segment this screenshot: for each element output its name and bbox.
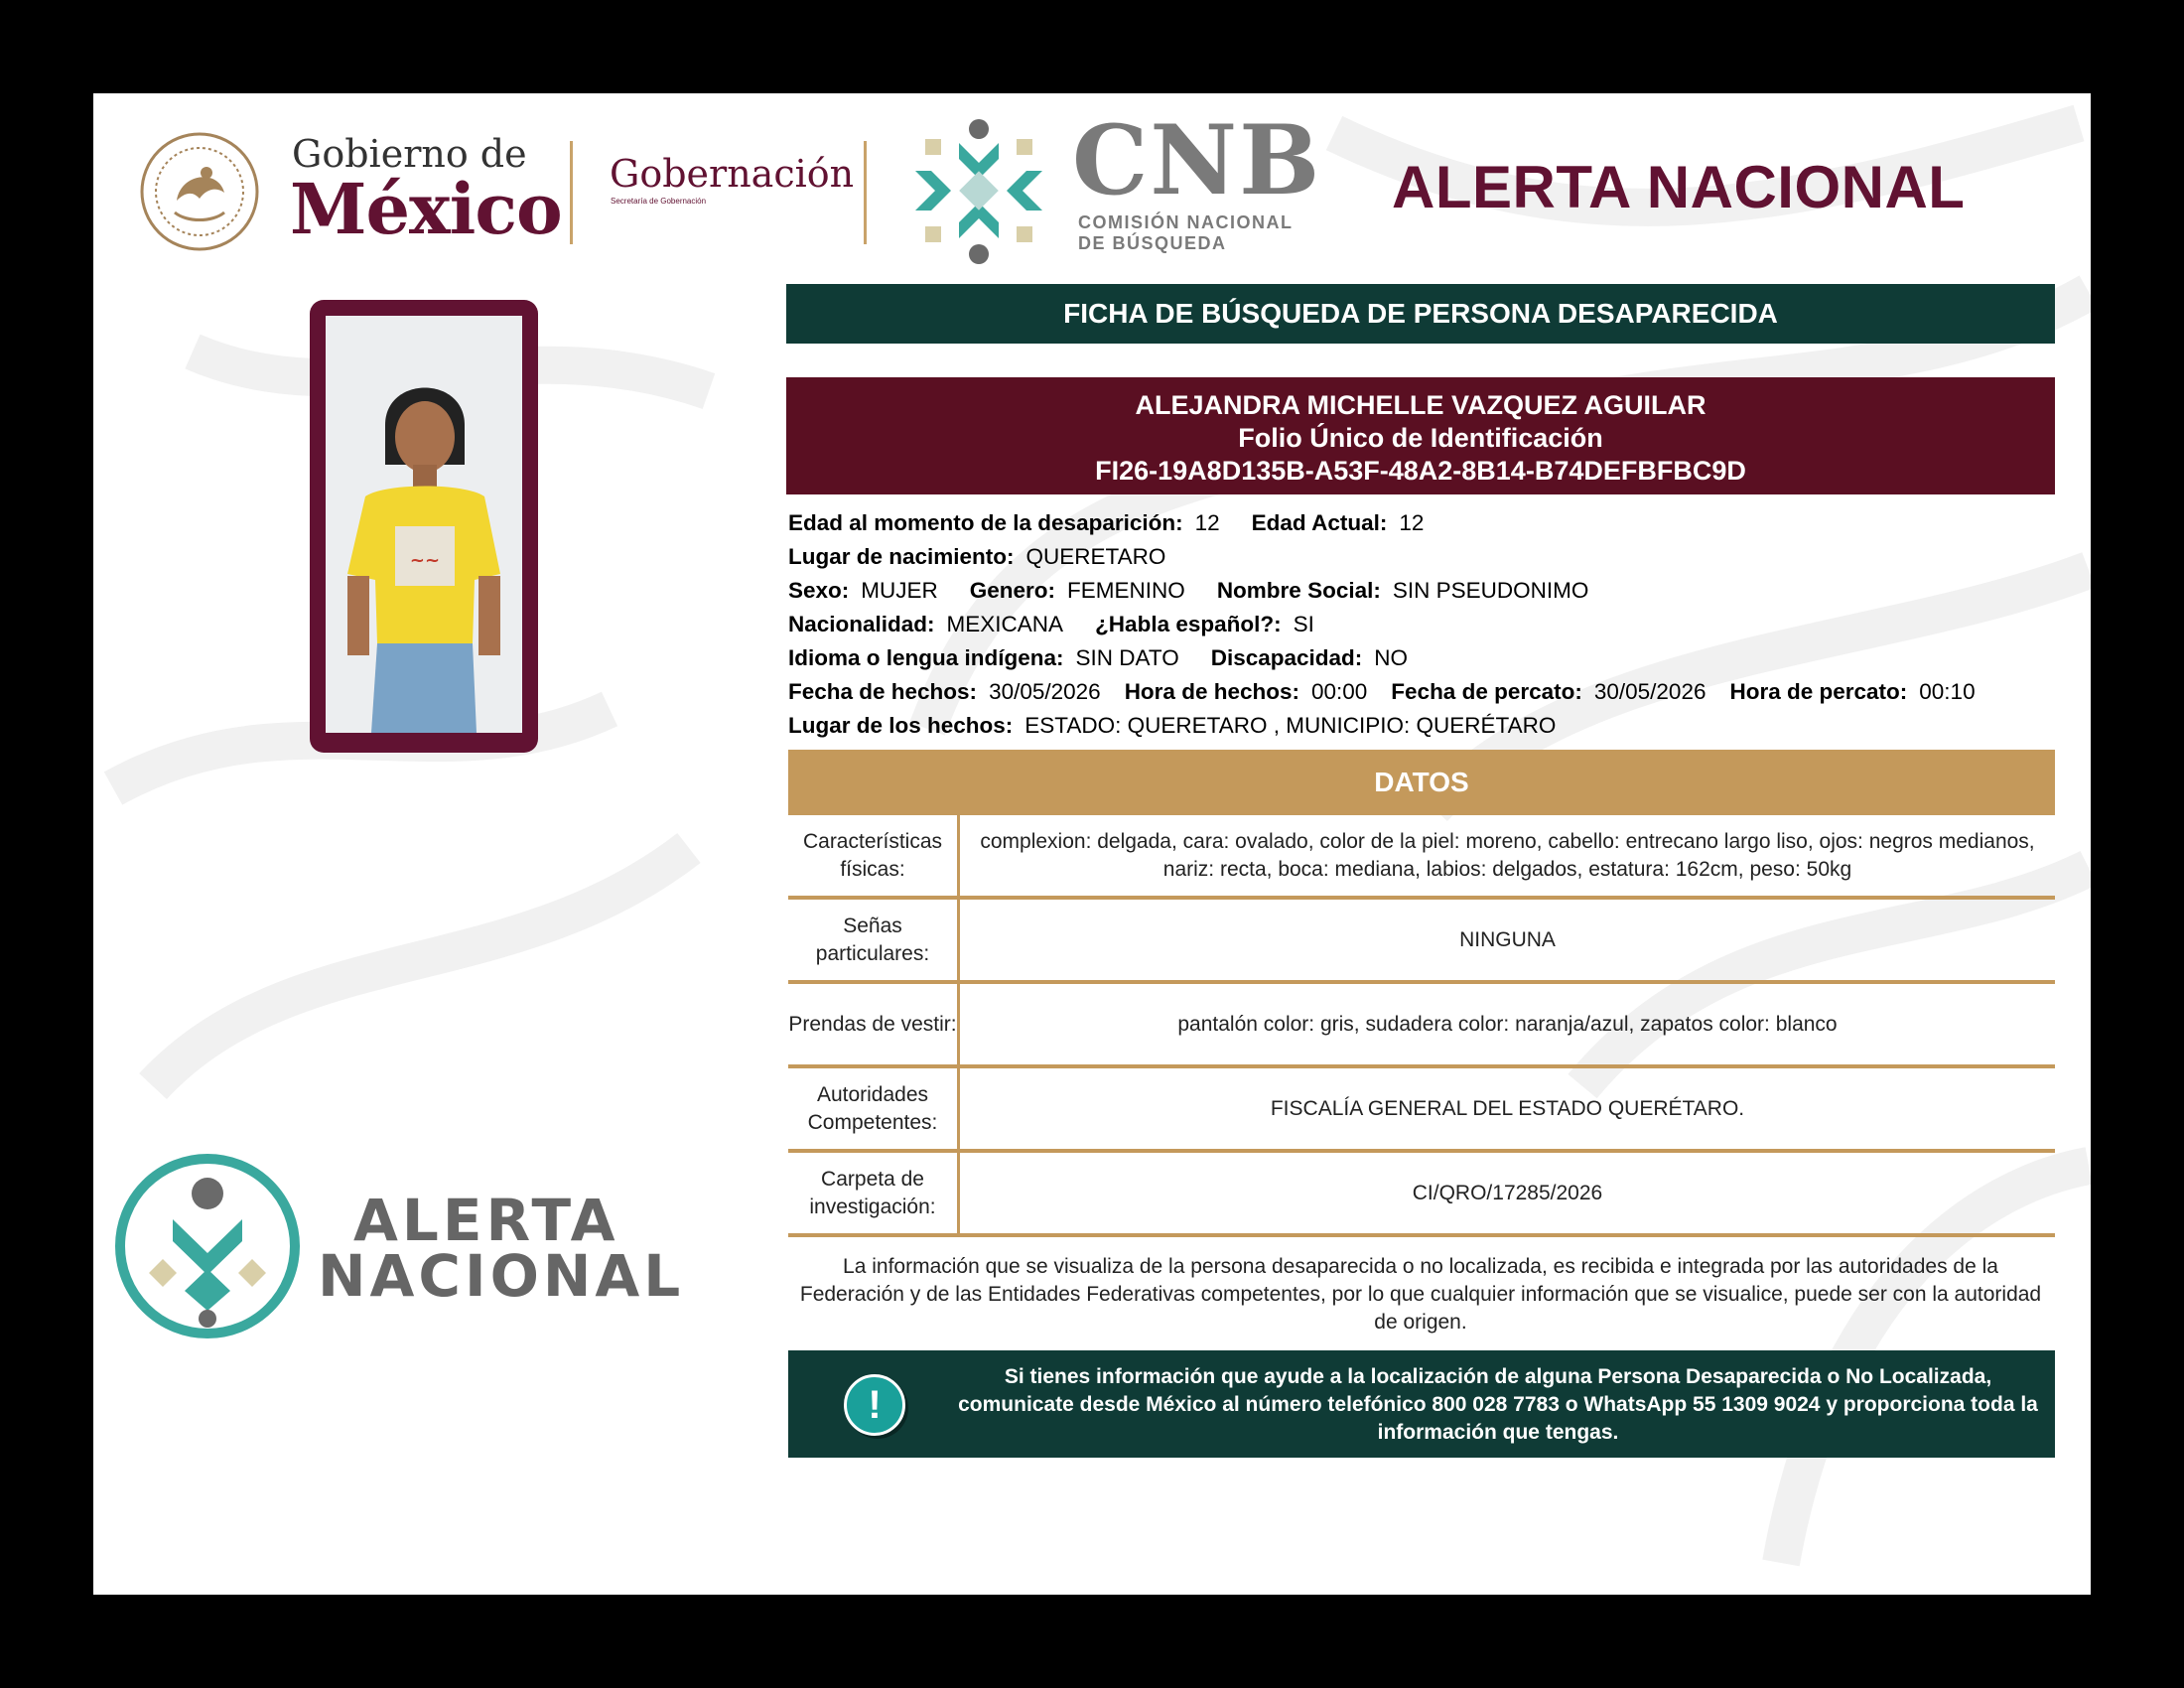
folio-number: FI26-19A8D135B-A53F-48A2-8B14-B74DEFBFBC9D [1095, 456, 1746, 486]
field-label: Edad al momento de la desaparición: [788, 510, 1183, 535]
exclamation-icon: ! [844, 1374, 905, 1436]
alerta-logo-line1: ALERTA [353, 1187, 619, 1254]
row-value: CI/QRO/17285/2026 [1412, 1181, 1603, 1204]
field-value: 00:10 [1919, 679, 1976, 704]
info-line-3 [788, 578, 1620, 604]
field-value: ESTADO: QUERETARO , MUNICIPIO: QUERÉTARO [1024, 713, 1557, 738]
person-name: ALEJANDRA MICHELLE VAZQUEZ AGUILAR [1135, 390, 1706, 420]
field-value: 30/05/2026 [1593, 679, 1706, 704]
field-value: SI [1293, 612, 1314, 636]
field-label: Lugar de nacimiento: [788, 544, 1015, 569]
field-label: Fecha de hechos: [788, 679, 978, 704]
mexico-text: México [290, 168, 562, 250]
cnb-logo-icon [897, 109, 1060, 272]
field-value: 12 [1399, 510, 1425, 535]
cnb-text: CNB [1072, 104, 1322, 216]
field-label: Idioma o lengua indígena: [788, 645, 1064, 670]
field-label: Hora de percato: [1729, 679, 1908, 704]
field-value: FEMENINO [1067, 578, 1185, 603]
info-line-5 [788, 645, 1439, 671]
table-row [788, 815, 2055, 900]
mexico-coat-of-arms-icon [137, 129, 262, 254]
contact-band [788, 1350, 2055, 1458]
person-figure-icon [326, 316, 522, 733]
info-line-2 [788, 544, 1197, 570]
datos-table [788, 815, 2055, 1237]
cnb-sub-line2: DE BÚSQUEDA [1078, 232, 1227, 253]
field-label: Nacionalidad: [788, 612, 935, 636]
header-divider [570, 141, 573, 244]
svg-text:~~: ~~ [409, 550, 441, 571]
datos-header: DATOS [788, 750, 2055, 815]
field-label: Fecha de percato: [1391, 679, 1582, 704]
field-label: Genero: [969, 578, 1056, 603]
row-value: FISCALÍA GENERAL DEL ESTADO QUERÉTARO. [1270, 1096, 1745, 1120]
disclaimer-text: La información que se visualiza de la persona desaparecida o no localizada, es recibida e integrada por las autoridades de la Federación y de las Entidades Federativas competentes, por lo que cualquier información que se visualice, puede ser con la autoridad de origen. [799, 1255, 2042, 1334]
gobernacion-subtext: Secretaría de Gobernación [611, 197, 707, 206]
header-divider [864, 141, 867, 244]
field-label: Sexo: [788, 578, 850, 603]
row-label: Prendas de vestir: [788, 984, 960, 1064]
info-line-4 [788, 612, 1346, 637]
alerta-logo-line2: NACIONAL [318, 1242, 685, 1310]
field-value: 12 [1194, 510, 1220, 535]
person-name-band [786, 377, 2055, 494]
gobernacion-text: Gobernación [610, 152, 855, 196]
cnb-sub-line1: COMISIÓN NACIONAL [1078, 212, 1294, 232]
field-value: MUJER [861, 578, 938, 603]
table-row [788, 900, 2055, 984]
row-label: Carpeta de investigación: [788, 1153, 960, 1233]
row-value: NINGUNA [1459, 927, 1556, 951]
field-value: QUERETARO [1025, 544, 1166, 569]
row-value: pantalón color: gris, sudadera color: naranja/azul, zapatos color: blanco [1177, 1012, 1838, 1036]
row-label: Señas particulares: [788, 900, 960, 980]
info-line-1 [788, 510, 1455, 536]
field-label: Discapacidad: [1210, 645, 1363, 670]
alerta-nacional-logo-icon [113, 1152, 302, 1340]
row-label: Autoridades Competentes: [788, 1068, 960, 1149]
field-label: Hora de hechos: [1124, 679, 1299, 704]
field-label: ¿Habla español?: [1095, 612, 1282, 636]
table-row [788, 984, 2055, 1068]
field-value: SIN PSEUDONIMO [1392, 578, 1589, 603]
alerta-nacional-title: ALERTA NACIONAL [1392, 154, 1966, 220]
field-value: 30/05/2026 [989, 679, 1101, 704]
field-value: MEXICANA [946, 612, 1064, 636]
field-label: Nombre Social: [1216, 578, 1381, 603]
field-value: SIN DATO [1075, 645, 1179, 670]
gobierno-text: Gobierno de [292, 132, 527, 176]
field-value: 00:00 [1310, 679, 1368, 704]
ficha-title: FICHA DE BÚSQUEDA DE PERSONA DESAPARECIDA [786, 284, 2055, 344]
cnb-subtext [1078, 212, 1294, 253]
field-label: Lugar de los hechos: [788, 713, 1014, 738]
folio-label: Folio Único de Identificación [1238, 423, 1603, 453]
alert-sheet [93, 93, 2091, 1595]
table-row [788, 1153, 2055, 1237]
table-row [788, 1068, 2055, 1153]
row-label: Características físicas: [788, 815, 960, 896]
field-value: NO [1374, 645, 1409, 670]
person-photo [326, 316, 522, 733]
info-line-7 [788, 713, 1587, 739]
contact-text: Si tienes información que ayude a la localización de alguna Persona Desaparecida o No Localizada, comunicate desde México al número telefónico 800 028 7783 o WhatsApp 55 1309 9024 y proporciona toda la información que tengas. [958, 1365, 2038, 1444]
info-line-6 [788, 679, 1976, 705]
field-label: Edad Actual: [1251, 510, 1388, 535]
row-value: complexion: delgada, cara: ovalado, color de la piel: moreno, cabello: entrecano largo liso, ojos: negros medianos, nariz: recta, boca: mediana, labios: delgados, estatura: 162cm, peso: 50kg [980, 829, 2035, 881]
